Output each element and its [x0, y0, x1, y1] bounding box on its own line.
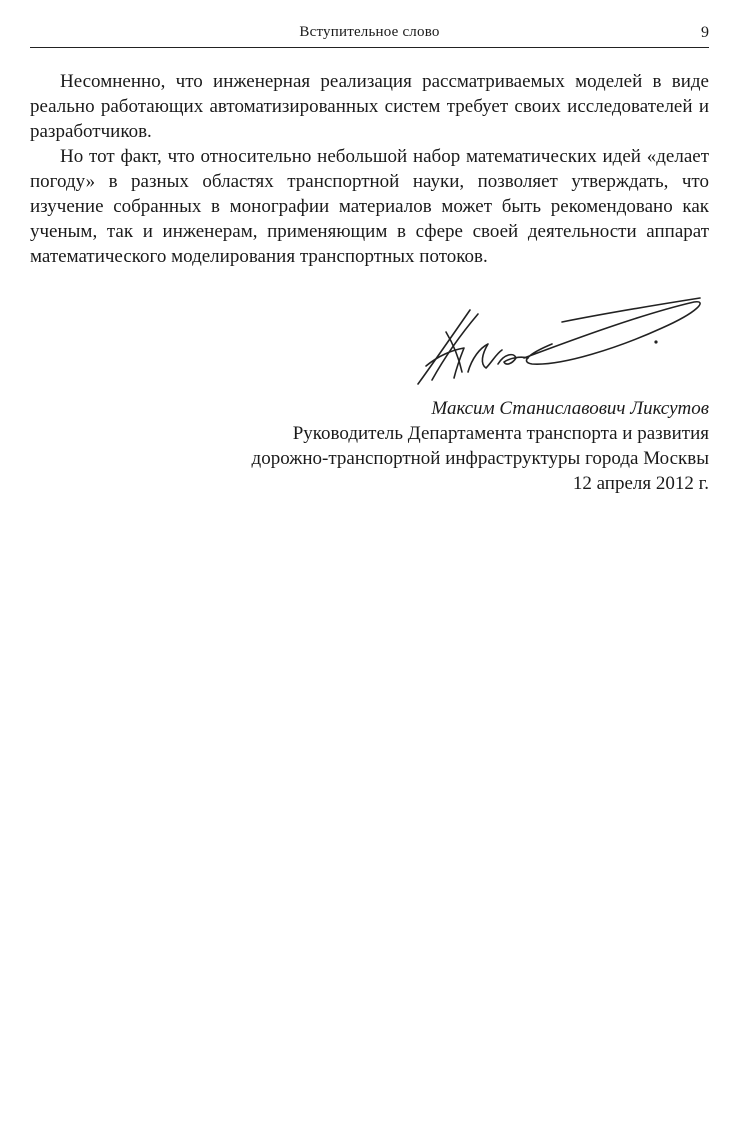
signer-position-line2: дорожно-транспортной инфраструктуры города Москвы: [251, 448, 709, 469]
running-header: [30, 24, 709, 48]
handwritten-signature-icon: [412, 292, 709, 392]
signature-block: [109, 396, 709, 496]
page-number: 9: [701, 24, 709, 41]
paragraph: Несомненно, что инженерная реализация рассматриваемых моделей в виде реально работающих автоматизированных систем требует своих исследователей и разработчиков.: [30, 71, 709, 142]
paragraph: Но тот факт, что относительно небольшой набор математических идей «делает погоду» в разных областях транспортной науки, позволяет утверждать, что изучение собранных в монографии материалов может быть рекомендовано как ученым, так и инженерам, применяющим в сфере своей деятельности аппарат математического моделирования транспортных потоков.: [30, 146, 709, 267]
body-text: [30, 69, 709, 269]
running-title: Вступительное слово: [299, 24, 440, 40]
signer-position-line1: Руководитель Департамента транспорта и развития: [292, 423, 709, 444]
signer-name: Максим Станиславович Ликсутов: [431, 398, 709, 419]
signature-date: 12 апреля 2012 г.: [572, 473, 709, 494]
